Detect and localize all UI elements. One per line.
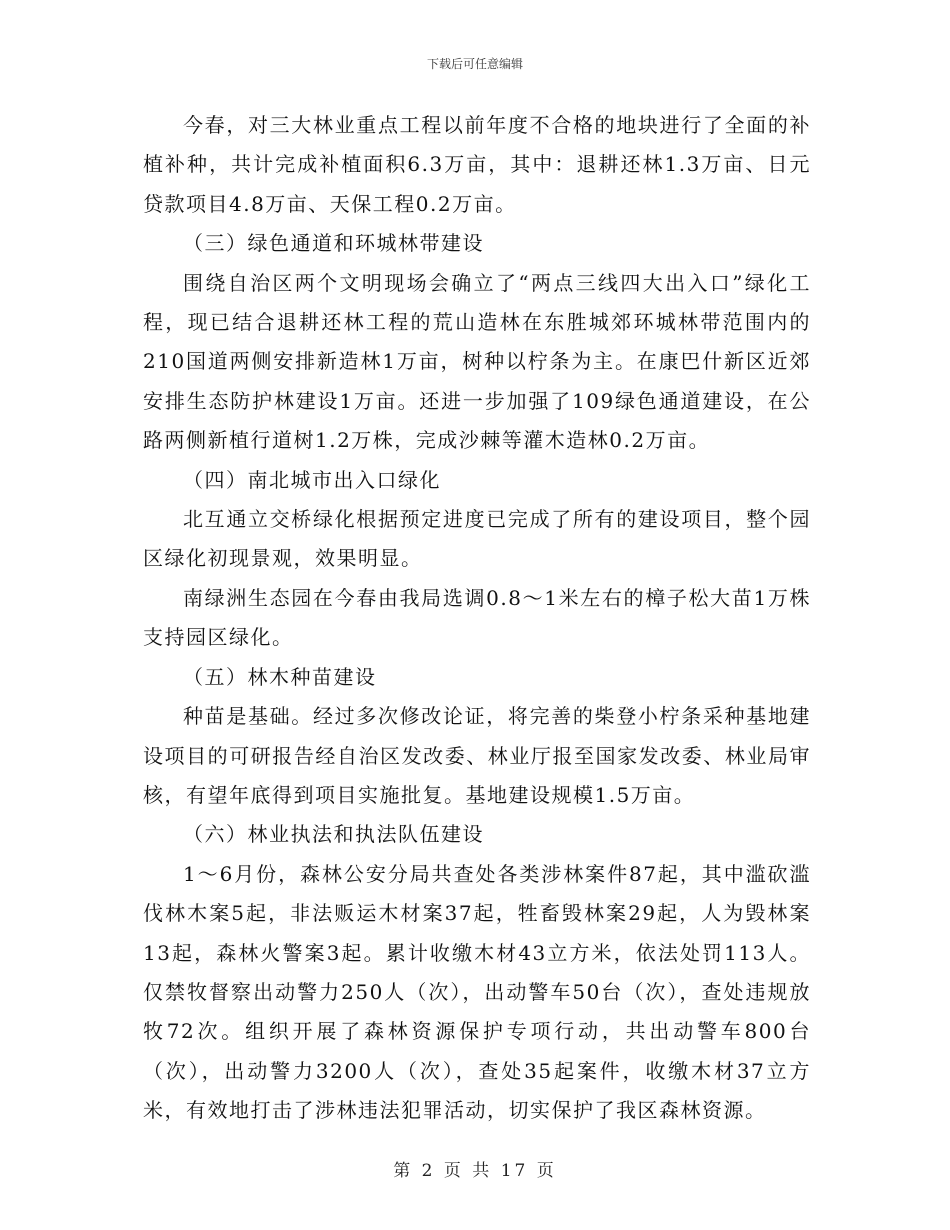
section-heading-seedlings: （五）林木种苗建设 xyxy=(183,664,377,689)
paragraph-south-oasis: 南绿洲生态园在今春由我局选调0.8～1米左右的樟子松大苗1万株支持园区绿化。 xyxy=(143,585,811,650)
header-note: 下载后可任意编辑 xyxy=(426,57,523,71)
section-heading-green-corridor: （三）绿色通道和环城林带建设 xyxy=(183,231,484,256)
page-number-footer: 第 2 页 共 17 页 xyxy=(393,1161,557,1181)
paragraph-north-interchange: 北互通立交桥绿化根据预定进度已完成了所有的建设项目，整个园区绿化初现景观，效果明显。 xyxy=(143,507,811,571)
document-body xyxy=(143,106,811,1131)
section-heading-city-entrances: （四）南北城市出入口绿化 xyxy=(183,467,441,492)
paragraph-law-enforcement: 1～6月份，森林公安分局共查处各类涉林案件87起，其中滥砍滥伐林木案5起，非法贩运木材案37起，牲畜毁林案29起，人为毁林案13起，森林火警案3起。累计收缴木材43立方米，依法处罚113人。仅禁牧督察出动警力250人（次），出动警车50台（次），查处违规放牧72次。组织开展了森林资源保护专项行动，共出动警车800台（次），出动警力3200人（次），查处35起案件，收缴木材37立方米，有效地打击了涉林违法犯罪活动，切实保护了我区森林资源。 xyxy=(143,861,811,1123)
paragraph-replanting: 今春，对三大林业重点工程以前年度不合格的地块进行了全面的补植补种，共计完成补植面积6.3万亩，其中：退耕还林1.3万亩、日元贷款项目4.8万亩、天保工程0.2万亩。 xyxy=(143,113,811,216)
section-heading-law-enforcement: （六）林业执法和执法队伍建设 xyxy=(183,822,484,847)
paragraph-green-corridor: 围绕自治区两个文明现场会确立了“两点三线四大出入口”绿化工程，现已结合退耕还林工程的荒山造林在东胜城郊环城林带范围内的210国道两侧安排新造林1万亩，树种以柠条为主。在康巴什新区近郊安排生态防护林建设1万亩。还进一步加强了109绿色通道建设，在公路两侧新植行道树1.2万株，完成沙棘等灌木造林0.2万亩。 xyxy=(143,270,811,453)
paragraph-seedlings: 种苗是基础。经过多次修改论证，将完善的柴登小柠条采种基地建设项目的可研报告经自治区发改委、林业厅报至国家发改委、林业局审核，有望年底得到项目实施批复。基地建设规模1.5万亩。 xyxy=(143,704,811,807)
